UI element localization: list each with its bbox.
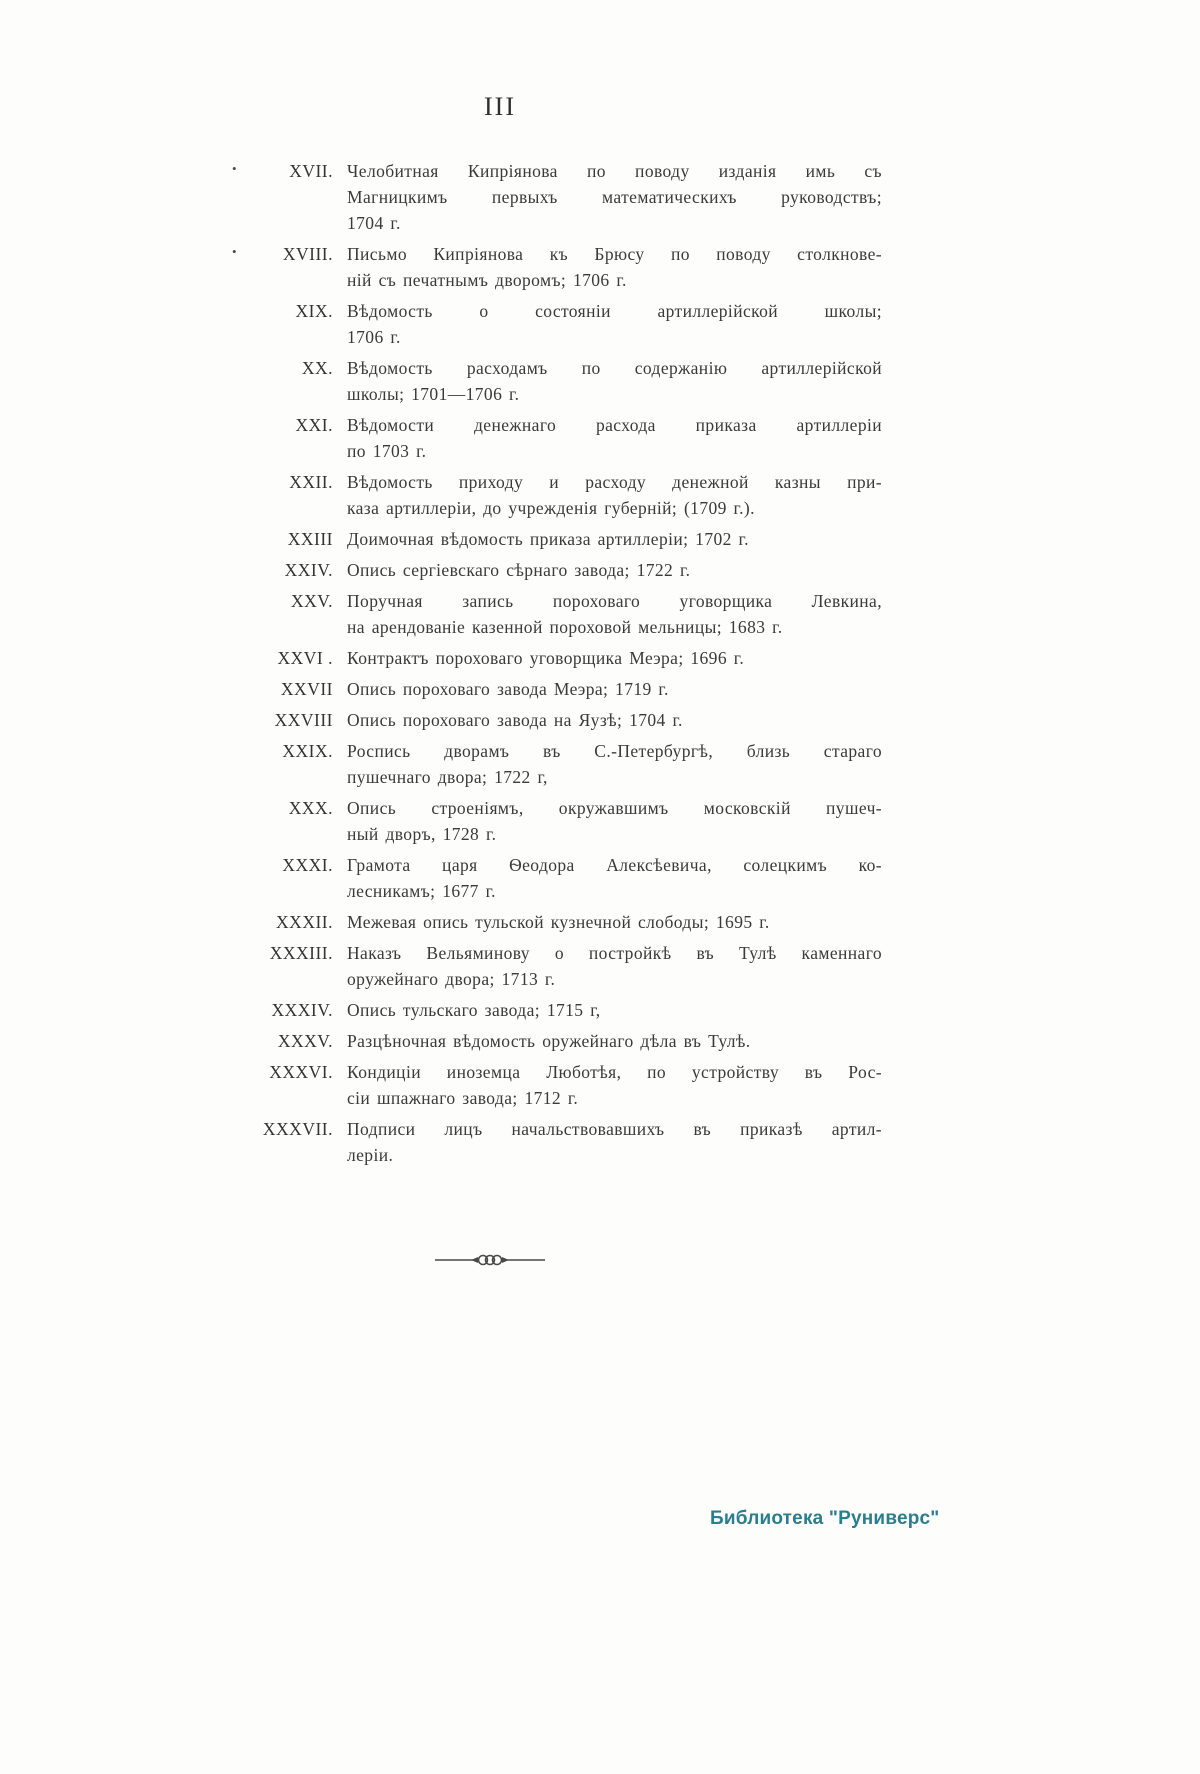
entry-line: Межевая опись тульской кузнечной слободы; 1695 г. [347,912,770,932]
entry-text [347,645,882,671]
entry-text [347,795,882,847]
entry-line: Вѣдомость о состояніи артиллерійской школы; [347,301,882,321]
toc-entry [228,707,883,733]
toc-entry [228,469,883,521]
entry-line: ній съ печатнымъ дворомъ; 1706 г. [347,270,627,290]
toc-entry [228,557,883,583]
entry-number: XXXIV. [271,1000,333,1020]
entry-number: XXVIII [274,710,333,730]
entry-line: Опись пороховаго завода Меэра; 1719 г. [347,679,669,699]
entry-number: XXVI . [277,648,333,668]
toc-entry [228,1116,883,1168]
entry-number: XXXV. [277,1031,333,1051]
entry-line: Кондиціи иноземца Люботѣя, по устройству въ Рос- [347,1062,882,1082]
entry-number: XXX. [288,798,333,818]
entry-number: XVII. [289,161,333,181]
entry-line: 1706 г. [347,327,401,347]
entry-line: сіи шпажнаго завода; 1712 г. [347,1088,579,1108]
entry-text [347,1059,882,1111]
entry-line: Наказъ Вельяминову о постройкѣ въ Тулѣ каменнаго [347,943,882,963]
entry-line: Разцѣночная вѣдомость оружейнаго дѣла въ Тулѣ. [347,1031,751,1051]
toc [228,158,883,1173]
entry-line: Опись тульскаго завода; 1715 г, [347,1000,601,1020]
entry-line: каза артиллеріи, до учрежденія губерній; (1709 г.). [347,498,755,518]
entry-line: Вѣдомость расходамъ по содержанію артиллерійской [347,358,882,378]
entry-number: XXXI. [282,855,333,875]
entry-line: Доимочная вѣдомость приказа артиллеріи; 1702 г. [347,529,749,549]
entry-line: леріи. [347,1145,394,1165]
entry-line: ный дворъ, 1728 г. [347,824,497,844]
toc-entry [228,909,883,935]
toc-entry [228,412,883,464]
toc-entry [228,588,883,640]
entry-text [347,676,882,702]
entry-line: Подписи лицъ начальствовавшихъ въ приказѣ артил- [347,1119,882,1139]
entry-number: XXXVI. [269,1062,333,1082]
entry-number: XXVII [280,679,333,699]
toc-entry [228,795,883,847]
toc-entry [228,997,883,1023]
entry-number: XXXIII. [269,943,333,963]
entry-text [347,412,882,464]
entry-text [347,241,882,293]
toc-entry [228,1028,883,1054]
entry-text [347,707,882,733]
entry-number: XXV. [290,591,333,611]
entry-line: Контрактъ пороховаго уговорщика Меэра; 1696 г. [347,648,745,668]
page-number: III [484,92,516,121]
entry-line: Опись пороховаго завода на Яузѣ; 1704 г. [347,710,683,730]
entry-line: пушечнаго двора; 1722 г, [347,767,548,787]
entry-line: Роспись дворамъ въ С.-Петербургѣ, близь стараго [347,741,882,761]
margin-dot-icon: • [232,161,237,176]
entry-line: на арендованіе казенной пороховой мельницы; 1683 г. [347,617,783,637]
entry-number: XXII. [289,472,333,492]
entry-text [347,469,882,521]
entry-line: Челобитная Кипріянова по поводу изданія имь съ [347,161,882,181]
entry-line: Вѣдомости денежнаго расхода приказа артиллеріи [347,415,882,435]
entry-text [347,1116,882,1168]
entry-line: оружейнаго двора; 1713 г. [347,969,556,989]
entry-line: Вѣдомость приходу и расходу денежной казны при- [347,472,882,492]
entry-line: школы; 1701—1706 г. [347,384,520,404]
entry-number: XXXVII. [262,1119,333,1139]
entry-line: Опись строеніямъ, окружавшимъ московскій пушеч- [347,798,882,818]
entry-line: Опись сергіевскаго сѣрнаго завода; 1722 г. [347,560,691,580]
entry-line: Поручная запись пороховаго уговорщика Левкина, [347,591,882,611]
entry-text [347,852,882,904]
entry-text [347,940,882,992]
toc-entry [228,940,883,992]
toc-entry [228,241,883,293]
margin-dot-icon: • [232,244,237,259]
entry-number: XXXII. [276,912,333,932]
entry-text [347,355,882,407]
divider-ornament-svg [435,1252,545,1268]
toc-entry [228,676,883,702]
watermark: Библиотека "Руниверс" [710,1508,940,1529]
entry-line: Магницкимъ первыхъ математическихъ руководствъ; [347,187,882,207]
entry-text [347,909,882,935]
entry-text [347,738,882,790]
entry-line: 1704 г. [347,213,401,233]
entry-number: XXIII [287,529,333,549]
toc-entry [228,1059,883,1111]
entry-number: XXIV. [284,560,333,580]
toc-entry [228,355,883,407]
toc-entry [228,298,883,350]
entry-text [347,298,882,350]
entry-text [347,1028,882,1054]
entry-number: XVIII. [282,244,333,264]
entry-text [347,557,882,583]
toc-entry [228,645,883,671]
entry-number: XXIX. [282,741,333,761]
entry-number: XIX. [295,301,333,321]
toc-entry [228,738,883,790]
toc-entry [228,158,883,236]
entry-text [347,588,882,640]
entry-line: по 1703 г. [347,441,427,461]
entry-number: XX. [301,358,333,378]
entry-number: XXI. [295,415,333,435]
entry-line: Письмо Кипріянова къ Брюсу по поводу столкнове- [347,244,882,264]
entry-text [347,526,882,552]
entry-text [347,158,882,236]
toc-entry [228,852,883,904]
entry-line: лесникамъ; 1677 г. [347,881,496,901]
entry-line: Грамота царя Ѳеодора Алексѣевича, солецкимъ ко- [347,855,882,875]
toc-entry [228,526,883,552]
entry-text [347,997,882,1023]
divider-ornament [435,1252,545,1268]
